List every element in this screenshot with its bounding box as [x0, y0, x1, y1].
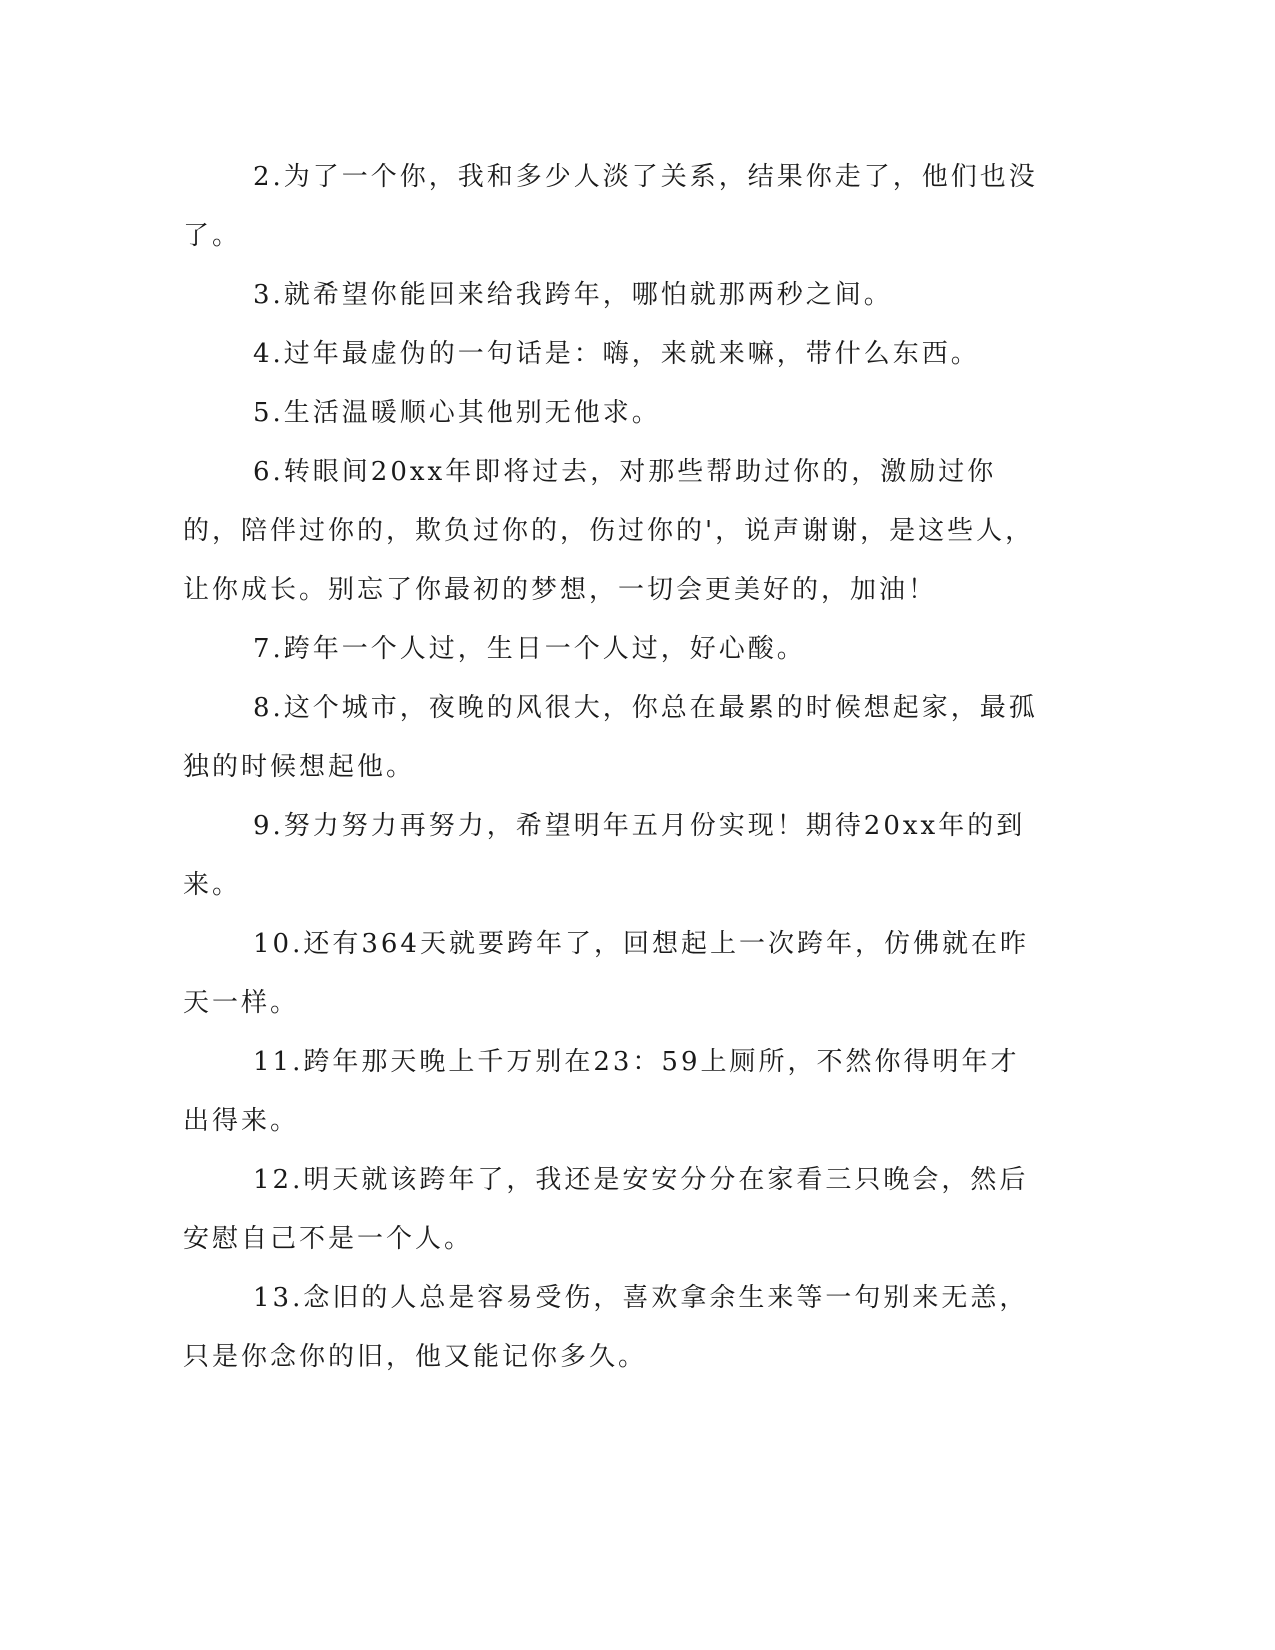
- paragraph-item-10: 10.还有364天就要跨年了，回想起上一次跨年，仿佛就在昨天一样。: [183, 929, 1029, 1018]
- paragraph-item-8: 8.这个城市，夜晚的风很大，你总在最累的时候想起家，最孤独的时候想起他。: [183, 693, 1038, 782]
- paragraph-item-11: 11.跨年那天晚上千万别在23：59上厕所，不然你得明年才出得来。: [183, 1047, 1020, 1136]
- paragraph-item-3: 3.就希望你能回来给我跨年，哪怕就那两秒之间。: [253, 280, 893, 310]
- paragraph-item-2: 2.为了一个你，我和多少人淡了关系，结果你走了，他们也没了。: [183, 162, 1038, 251]
- document-body: [183, 148, 1043, 1387]
- paragraph-item-4: 4.过年最虚伪的一句话是：嗨，来就来嘛，带什么东西。: [253, 339, 980, 369]
- paragraph-item-7: 7.跨年一个人过，生日一个人过，好心酸。: [253, 634, 806, 664]
- paragraph-item-6: 6.转眼间20xx年即将过去，对那些帮助过你的，激励过你的，陪伴过你的，欺负过你的，伤过你的'，说声谢谢，是这些人，让你成长。别忘了你最初的梦想，一切会更美好的，加油！: [183, 457, 1035, 605]
- paragraph-item-9: 9.努力努力再努力，希望明年五月份实现！期待20xx年的到来。: [183, 811, 1026, 900]
- paragraph-item-12: 12.明天就该跨年了，我还是安安分分在家看三只晚会，然后安慰自己不是一个人。: [183, 1165, 1029, 1254]
- paragraph-item-5: 5.生活温暖顺心其他别无他求。: [253, 398, 661, 428]
- paragraph-item-13: 13.念旧的人总是容易受伤，喜欢拿余生来等一句别来无恙，只是你念你的旧，他又能记你多久。: [183, 1283, 1029, 1372]
